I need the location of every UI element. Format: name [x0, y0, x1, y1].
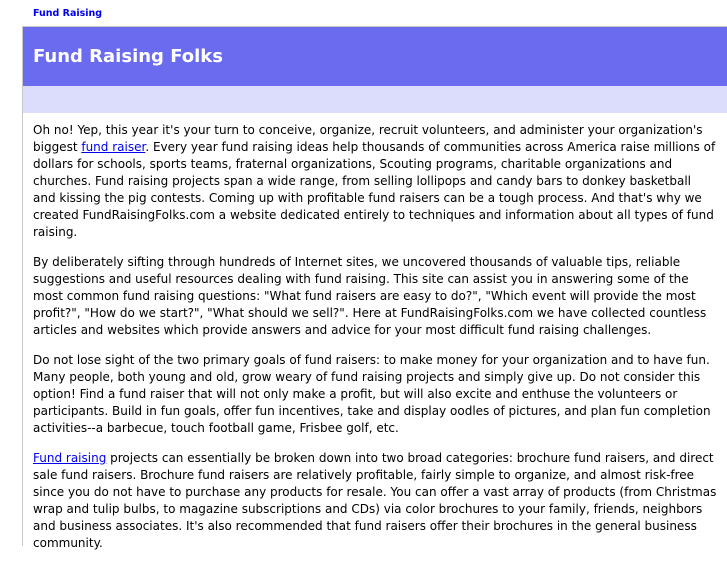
- header-subband: [23, 86, 727, 113]
- intro-text-before: Oh no! Yep, this year it's your turn to conceive, organize, recruit volunteers, and administer your organization's biggest: [33, 123, 703, 154]
- site-title: Fund Raising Folks: [33, 46, 223, 67]
- article-content: [33, 122, 717, 565]
- intro-paragraph: [33, 122, 717, 241]
- categories-text: projects can essentially be broken down into two broad categories: brochure fund raisers, and direct sale fund raisers. Brochure fund raisers are relatively profitable, fairly simple to organize, and almost risk-free since you do not have to purchase any products for resale. You can offer a vast array of products (from Christmas wrap and tulip bulbs, to magazine subscriptions and CDs) via color brochures to your family, friends, neighbors and business associates. It's also recommended that fund raisers offer their brochures in the general business community.: [33, 451, 717, 550]
- top-nav-bar: [0, 0, 727, 26]
- goals-paragraph: Do not lose sight of the two primary goals of fund raisers: to make money for your organization and to have fun. Many people, both young and old, grow weary of fund raising projects and simply give up. Do not consider this option! Find a fund raiser that will not only make a profit, but will also excite and enthuse the volunteers or participants. Build in fun goals, offer fun incentives, take and display oodles of pictures, and plan fun completion activities--a barbecue, touch football game, Frisbee golf, etc.: [33, 353, 711, 435]
- site-header: [23, 27, 727, 86]
- intro-text-after: . Every year fund raising ideas help thousands of communities across America raise millions of dollars for schools, sports teams, fraternal organizations, Scouting programs, charitable organizations and churches. Fund raising projects span a wide range, from selling lollipops and candy bars to donkey basketball and kissing the pig contests. Coming up with profitable fund raisers can be a tough process. And that's why we created FundRaisingFolks.com a website dedicated entirely to techniques and information about all types of fund raising.: [33, 140, 716, 239]
- fund-raising-link[interactable]: Fund raising: [33, 451, 107, 465]
- fund-raising-nav-link[interactable]: Fund Raising: [33, 8, 103, 19]
- categories-paragraph: [33, 450, 717, 552]
- fund-raiser-link[interactable]: fund raiser: [81, 140, 146, 154]
- research-paragraph: By deliberately sifting through hundreds of Internet sites, we uncovered thousands of valuable tips, reliable suggestions and useful resources dealing with fund raising. This site can assist you in answering some of the most common fund raising questions: "What fund raisers are easy to do?", "Which event will provide the most profit?", "How do we start?", "What should we sell?". Here at FundRaisingFolks.com we have collected countless articles and websites which provide answers and advice for your most difficult fund raising challenges.: [33, 255, 707, 337]
